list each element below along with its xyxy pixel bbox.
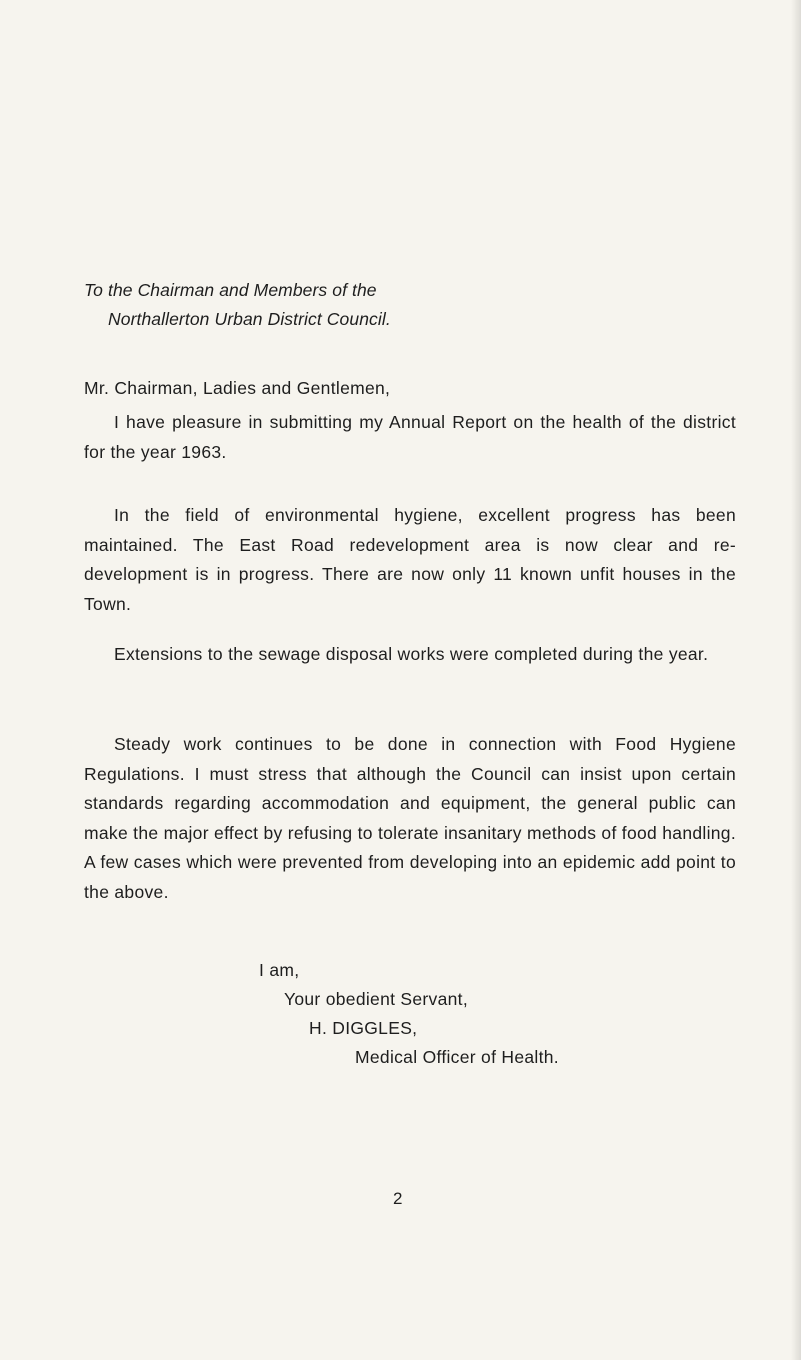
addressee-line-1: To the Chairman and Members of the (84, 280, 377, 300)
paragraph-sewage-disposal: Extensions to the sewage disposal works were completed during the year. (114, 644, 709, 664)
addressee-line-2: Northallerton Urban District Council. (108, 309, 391, 329)
signatory-name: H. DIGGLES, (309, 1018, 418, 1038)
paragraph-annual-report: I have pleasure in submitting my Annual Report on the health of the district for the year 1963. (84, 412, 736, 462)
salutation: Mr. Chairman, Ladies and Gentlemen, (84, 378, 391, 398)
addressee-block (84, 276, 391, 334)
page-number: 2 (393, 1189, 403, 1208)
paragraph-food-hygiene: Steady work continues to be done in connection with Food Hygiene Regulations. I must stress that although the Council can insist upon certain standards regarding accommodation and equipment, the general public can make the major effect by refusing to tolerate insanitary methods of food handling. A few cases which were prevented from developing into an epidemic add point to the above. (84, 734, 736, 902)
paragraph-environmental-hygiene: In the field of environmental hygiene, excellent progress has been maintained. The East Road redevelopment area is now clear and re-development is in progress. There are now only 11 known unfit houses in the Town. (84, 505, 736, 614)
closing-i-am: I am, (259, 960, 300, 980)
closing-obedient-servant: Your obedient Servant, (284, 989, 469, 1009)
signatory-title: Medical Officer of Health. (355, 1047, 559, 1067)
page-edge-shadow (791, 0, 801, 1360)
